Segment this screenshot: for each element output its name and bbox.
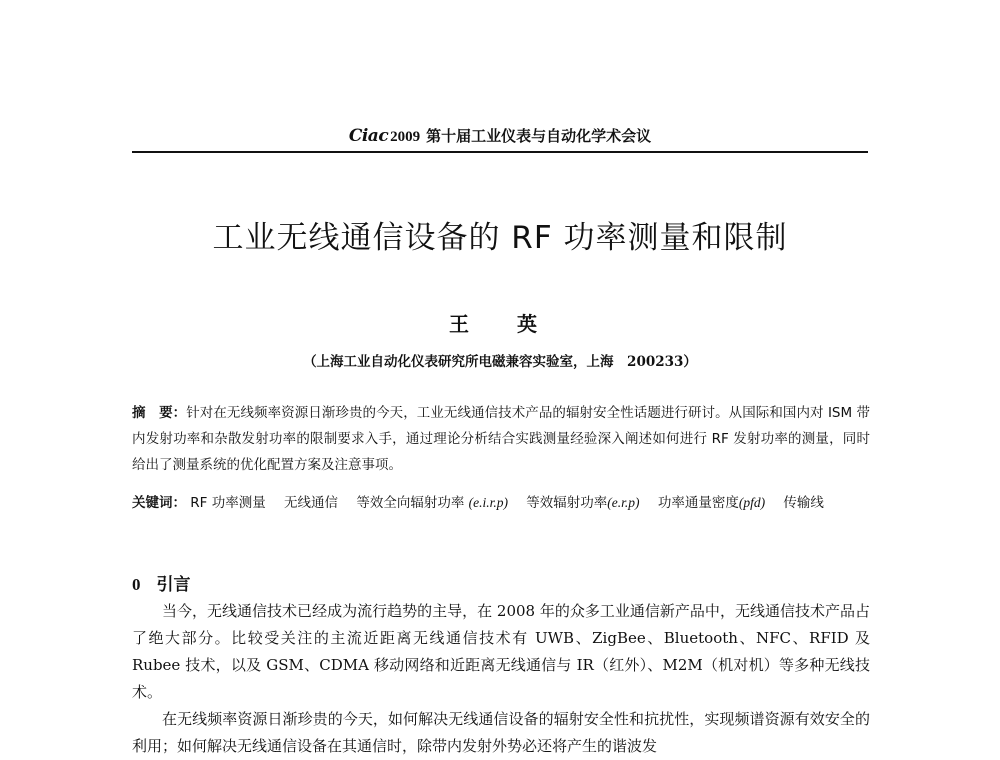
keyword: 等效全向辐射功率 (e.i.r.p) bbox=[356, 495, 508, 511]
keyword: 功率通量密度(pfd) bbox=[657, 495, 766, 511]
paper-title: 工业无线通信设备的 RF 功率测量和限制 bbox=[212, 220, 788, 256]
keyword: 等效辐射功率(e.r.p) bbox=[526, 495, 640, 511]
author-affiliation: （上海工业自动化仪表研究所电磁兼容实验室，上海 200233） bbox=[303, 354, 697, 370]
conference-year: 2009 bbox=[390, 129, 421, 145]
body-paragraph: 在无线频率资源日渐珍贵的今天，如何解决无线通信设备的辐射安全性和抗扰性，实现频谱资源有效安全的利用；如何解决无线通信设备在其通信时，除带内发射外势必还将产生的谐波发 bbox=[132, 710, 870, 755]
section-title: 引言 bbox=[156, 575, 191, 595]
paper-author: 王 英 bbox=[449, 312, 551, 336]
keyword: 无线通信 bbox=[284, 495, 339, 511]
abstract-text: 针对在无线频率资源日渐珍贵的今天，工业无线通信技术产品的辐射安全性话题进行研讨。从国际和国内对 ISM 带内发射功率和杂散发射功率的限制要求入手，通过理论分析结合实践测量经验深入阐述如何进行 RF 发射功率的测量，同时给出了测量系统的优化配置方案及注意事项。 bbox=[132, 405, 871, 473]
abstract bbox=[132, 400, 870, 478]
conference-name: 第十届工业仪表与自动化学术会议 bbox=[426, 127, 652, 145]
keyword: 传输线 bbox=[783, 495, 824, 511]
conference-logo: Ciac bbox=[348, 126, 389, 146]
abstract-label: 摘 要： bbox=[132, 405, 187, 421]
keywords-label: 关键词： bbox=[132, 495, 186, 511]
section-number: 0 bbox=[132, 575, 141, 594]
body-paragraph: 当今，无线通信技术已经成为流行趋势的主导，在 2008 年的众多工业通信新产品中，无线通信技术产品占了绝大部分。比较受关注的主流近距离无线通信技术有 UWB、ZigBee、Bluetooth、NFC、RFID 及 Rubee 技术，以及 GSM、CDMA 移动网络和近距离无线通信与 IR（红外）、M2M（机对机）等多种无线技术。 bbox=[132, 602, 870, 701]
keyword: RF 功率测量 bbox=[190, 495, 266, 511]
section-heading bbox=[132, 570, 191, 595]
header-divider bbox=[132, 151, 868, 153]
keywords bbox=[132, 490, 870, 516]
running-header bbox=[132, 125, 868, 151]
